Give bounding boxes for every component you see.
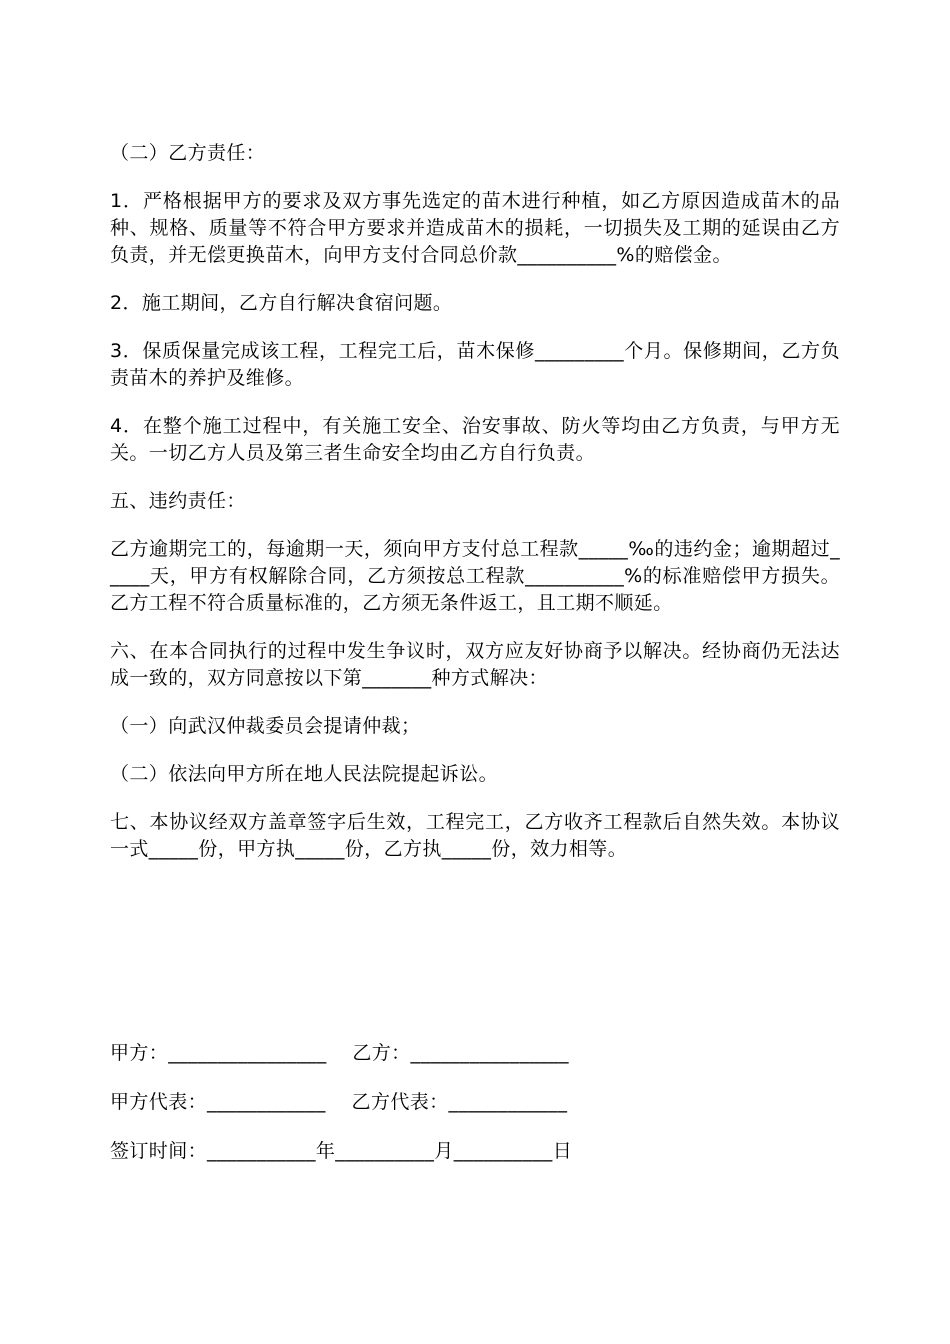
section-heading-party-b-duties: （二）乙方责任： <box>110 142 266 164</box>
signature-block <box>110 1040 840 1187</box>
section-heading-breach: 五、违约责任： <box>110 490 246 512</box>
clause-2-lodging: 2．施工期间，乙方自行解决食宿问题。 <box>110 292 453 314</box>
clause-3-warranty: 3．保质保量完成该工程，工程完工后，苗木保修_________个月。保修期间，乙方负责苗木的养护及维修。 <box>110 340 840 389</box>
dispute-option-litigation: （二）依法向甲方所在地人民法院提起诉讼。 <box>110 763 499 785</box>
contract-body <box>110 140 840 884</box>
section-effectiveness: 七、本协议经双方盖章签字后生效，工程完工，乙方收齐工程款后自然失效。本协议一式_____份，甲方执_____份，乙方执_____份，效力相等。 <box>110 811 840 860</box>
clause-breach-penalty: 乙方逾期完工的，每逾期一天，须向甲方支付总工程款_____‰的违约金；逾期超过_____天，甲方有权解除合同，乙方须按总工程款__________%的标准赔偿甲方损失。乙方工程不符合质量标准的，乙方须无条件返工，且工期不顺延。 <box>110 538 840 614</box>
dispute-option-arbitration: （一）向武汉仲裁委员会提请仲裁； <box>110 715 421 737</box>
section-dispute-resolution: 六、在本合同执行的过程中发生争议时，双方应友好协商予以解决。经协商仍无法达成一致的，双方同意按以下第_______种方式解决： <box>110 640 840 689</box>
clause-4-safety: 4．在整个施工过程中，有关施工安全、治安事故、防火等均由乙方负责，与甲方无关。一切乙方人员及第三者生命安全均由乙方自行负责。 <box>110 415 840 464</box>
signature-date: 签订时间：___________年__________月__________日 <box>110 1140 573 1162</box>
clause-1-planting: 1．严格根据甲方的要求及双方事先选定的苗木进行种植，如乙方原因造成苗木的品种、规格、质量等不符合甲方要求并造成苗木的损耗，一切损失及工期的延误由乙方负责，并无偿更换苗木，向甲方支付合同总价款__________%的赔偿金。 <box>110 190 840 266</box>
signature-parties: 甲方：________________ 乙方：________________ <box>110 1042 569 1064</box>
signature-representatives: 甲方代表：____________ 乙方代表：____________ <box>110 1091 568 1113</box>
